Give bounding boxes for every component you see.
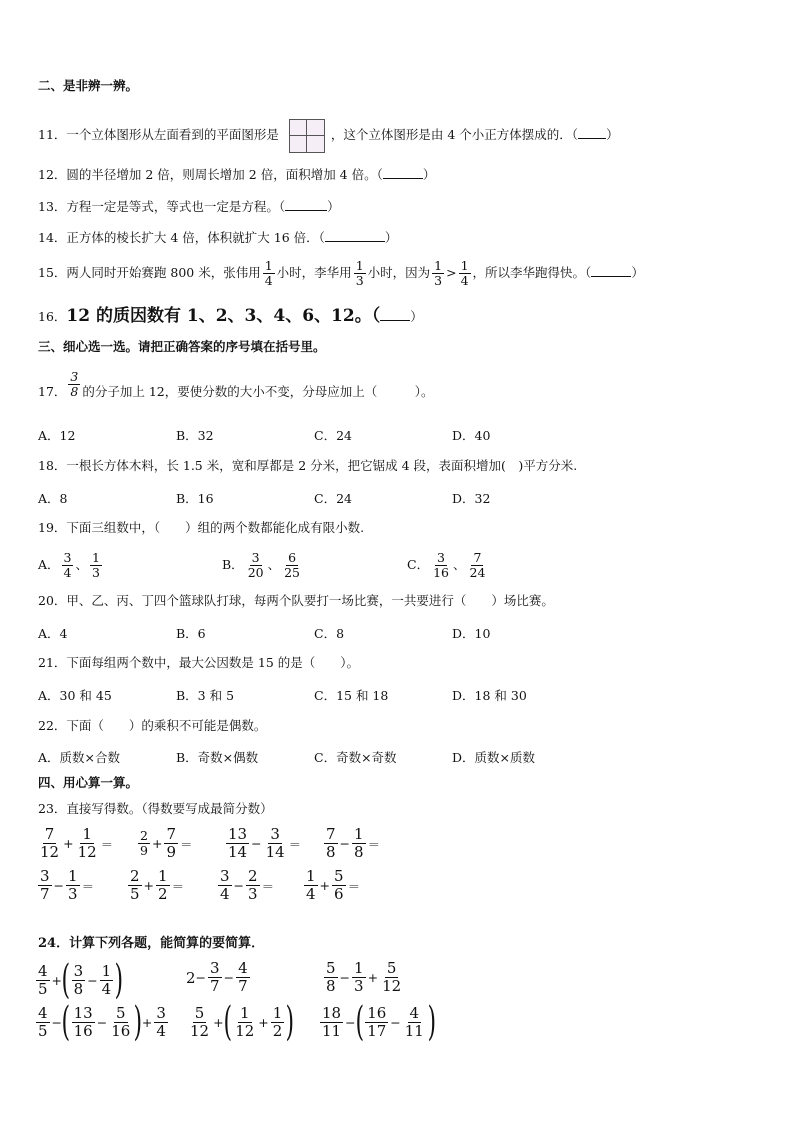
section-title-2: 二、是非辨一辨。 bbox=[38, 78, 139, 93]
q23-expr-1: 7 12 + $\frac{1}{12}$ ＝ bbox=[40, 825, 114, 861]
q21-option-c[interactable]: C．15 和 18 bbox=[314, 688, 389, 703]
q20-option-c[interactable]: C．8 bbox=[314, 626, 345, 641]
q21-option-a[interactable]: A．30 和 45 bbox=[38, 688, 112, 703]
q15-fraction-2: $\frac{1}{3}$ bbox=[355, 258, 364, 288]
q17-option-c[interactable]: C．24 bbox=[314, 428, 352, 443]
q15-fraction-4: $\frac{1}{4}$ bbox=[460, 258, 469, 288]
q22-option-a[interactable]: A．质数×合数 bbox=[38, 750, 121, 765]
q19-c-separator: 、 bbox=[452, 557, 466, 572]
q21-number: 21． bbox=[38, 655, 67, 670]
q16-text: 12 的质因数有 1、2、3、4、6、12。（ bbox=[66, 306, 381, 326]
q16-number: 16． bbox=[38, 309, 67, 324]
q19-option-c-label: C． bbox=[407, 557, 430, 572]
q19-option-c[interactable] bbox=[407, 548, 489, 582]
q20-option-d[interactable]: D．10 bbox=[452, 626, 491, 641]
q15-number: 15． bbox=[38, 265, 67, 280]
q17-option-b[interactable]: B．32 bbox=[176, 428, 214, 443]
q16-answer-blank[interactable] bbox=[380, 308, 410, 321]
q24-number: 24． bbox=[38, 936, 70, 951]
q23-expr-5: 3 7 − $\frac{1}{3}$ ＝ bbox=[40, 867, 95, 903]
q17-option-d[interactable]: D．40 bbox=[452, 428, 491, 443]
q23-expr-4: 7 8 − $\frac{1}{8}$ ＝ bbox=[326, 825, 381, 861]
q19-b-fraction-1: $\frac{3}{20}$ bbox=[247, 550, 264, 580]
q15-answer-blank[interactable] bbox=[591, 264, 631, 277]
q19-b-fraction-2: $\frac{6}{25}$ bbox=[284, 550, 301, 580]
q23-text: 直接写得数。（得数要写成最简分数） bbox=[66, 801, 273, 816]
q14-close-paren: ） bbox=[384, 230, 398, 245]
q18-option-b[interactable]: B．16 bbox=[176, 491, 214, 506]
q17-fraction: $\frac{3}{8}$ bbox=[70, 369, 79, 399]
q19-option-b[interactable] bbox=[222, 548, 304, 582]
q22-option-b[interactable]: B．奇数×偶数 bbox=[176, 750, 259, 765]
q23-expr-2: 2 9 + $\frac{7}{9}$ ＝ bbox=[140, 825, 193, 861]
q19-a-fraction-2: $\frac{1}{3}$ bbox=[92, 550, 100, 580]
q21-option-b[interactable]: B．3 和 5 bbox=[176, 688, 235, 703]
q21-text: 下面每组两个数中，最大公因数是 15 的是（ ）。 bbox=[66, 655, 360, 670]
q15-fraction-1: $\frac{1}{4}$ bbox=[264, 258, 273, 288]
q15-close-paren: ） bbox=[631, 265, 644, 280]
q12-answer-blank[interactable] bbox=[383, 166, 423, 179]
q13-text: 方程一定是等式，等式也一定是方程。（ bbox=[66, 199, 286, 214]
q19-number: 19． bbox=[38, 520, 67, 535]
q13-answer-blank[interactable] bbox=[285, 198, 327, 211]
q24-expr-4: 4 5 − ( 13 16 − $\frac{5}{16}$ ) + $\frac{3}{4}$ bbox=[38, 999, 166, 1045]
q19-a-fraction-1: $\frac{3}{4}$ bbox=[63, 550, 72, 580]
question-16 bbox=[38, 305, 423, 327]
q22-option-c[interactable]: C．奇数×奇数 bbox=[314, 750, 397, 765]
section-title-3: 三、细心选一选。请把正确答案的序号填在括号里。 bbox=[38, 339, 326, 354]
question-20 bbox=[38, 593, 554, 609]
q22-option-d[interactable]: D．质数×质数 bbox=[452, 750, 535, 765]
q24-expr-5: 5 12 + ( 1 12 + $\frac{1}{2}$ ) bbox=[190, 999, 295, 1045]
q23-expr-3: 13 14 − $\frac{3}{14}$ ＝ bbox=[228, 825, 302, 861]
q18-number: 18． bbox=[38, 458, 67, 473]
q24-expr-1: 4 5 + ( 3 8 − $\frac{1}{4}$ ) bbox=[38, 957, 124, 1003]
question-17 bbox=[38, 367, 434, 401]
q15-text-1: 两人同时开始赛跑 800 米，张伟用 bbox=[66, 265, 261, 280]
question-18 bbox=[38, 458, 577, 474]
question-23 bbox=[38, 801, 273, 817]
q11-close-paren: ） bbox=[606, 127, 619, 142]
q19-b-separator: 、 bbox=[267, 557, 281, 572]
q23-expr-7: 3 4 − $\frac{2}{3}$ ＝ bbox=[220, 867, 275, 903]
q12-close-paren: ） bbox=[422, 167, 436, 182]
question-15 bbox=[38, 256, 644, 290]
question-21 bbox=[38, 655, 359, 671]
q15-text-4: ，所以李华跑得快。（ bbox=[472, 265, 592, 280]
q19-a-separator: 、 bbox=[75, 557, 88, 572]
question-22 bbox=[38, 718, 266, 734]
q19-option-a-label: A． bbox=[38, 557, 60, 572]
q23-number: 23． bbox=[38, 801, 67, 816]
q20-number: 20． bbox=[38, 593, 67, 608]
q15-text-2: 小时，李华用 bbox=[276, 265, 352, 280]
q12-number: 12． bbox=[38, 167, 67, 182]
q17-number: 17． bbox=[38, 384, 67, 399]
q14-text: 正方体的棱长扩大 4 倍，体积就扩大 16 倍．（ bbox=[66, 230, 325, 245]
q19-c-fraction-2: $\frac{7}{24}$ bbox=[469, 550, 486, 580]
q15-text-3: 小时，因为 bbox=[367, 265, 431, 280]
q13-number: 13． bbox=[38, 199, 67, 214]
q19-option-a[interactable] bbox=[38, 548, 104, 582]
q20-text: 甲、乙、丙、丁四个篮球队打球，每两个队要打一场比赛，一共要进行（ ）场比赛。 bbox=[66, 593, 554, 608]
q18-option-d[interactable]: D．32 bbox=[452, 491, 491, 506]
q17-option-a[interactable]: A．12 bbox=[38, 428, 76, 443]
q18-text: 一根长方体木料，长 1.5 米，宽和厚都是 2 分米，把它锯成 4 段，表面积增加( )平方分米. bbox=[66, 458, 578, 473]
question-12 bbox=[38, 166, 435, 183]
q17-text: 的分子加上 12，要使分数的大小不变，分母应加上（ ）。 bbox=[82, 384, 434, 399]
q19-option-b-label: B． bbox=[222, 557, 244, 572]
q14-answer-blank[interactable] bbox=[325, 229, 385, 242]
q11-text-post: ，这个立体图形是由 4 个小正方体摆成的．（ bbox=[330, 127, 579, 142]
q13-close-paren: ） bbox=[327, 199, 340, 214]
q20-option-a[interactable]: A．4 bbox=[38, 626, 68, 641]
q11-number: 11． bbox=[38, 127, 67, 142]
q11-text-pre: 一个立体图形从左面看到的平面图形是 bbox=[66, 127, 279, 142]
q22-number: 22． bbox=[38, 718, 67, 733]
q14-number: 14． bbox=[38, 230, 67, 245]
q24-expr-6: 18 11 − ( 16 17 − $\frac{4}{11}$ ) bbox=[322, 999, 436, 1045]
q24-text: 计算下列各题，能简算的要简算． bbox=[69, 936, 265, 951]
q19-c-fraction-1: $\frac{3}{16}$ bbox=[433, 550, 449, 580]
question-14 bbox=[38, 229, 397, 246]
question-11 bbox=[38, 118, 619, 153]
q23-expr-8: 1 4 + $\frac{5}{6}$ ＝ bbox=[306, 867, 361, 903]
question-13 bbox=[38, 198, 340, 215]
q12-text: 圆的半径增加 2 倍，则周长增加 2 倍，面积增加 4 倍。（ bbox=[66, 167, 383, 182]
q11-answer-blank[interactable] bbox=[578, 126, 606, 139]
q15-fraction-3: $\frac{1}{3}$ bbox=[434, 258, 443, 288]
question-24 bbox=[38, 936, 264, 952]
q22-text: 下面（ ）的乘积不可能是偶数。 bbox=[66, 718, 267, 733]
q18-option-a[interactable]: A．8 bbox=[38, 491, 68, 506]
q24-expr-2: 2 − $\frac{3}{7}$ − $\frac{4}{7}$ bbox=[186, 959, 248, 995]
q16-close-paren: ） bbox=[410, 309, 423, 324]
q23-expr-6: 2 5 + $\frac{1}{2}$ ＝ bbox=[130, 867, 185, 903]
q21-option-d[interactable]: D．18 和 30 bbox=[452, 688, 527, 703]
q20-option-b[interactable]: B．6 bbox=[176, 626, 206, 641]
q19-text: 下面三组数中，（ ）组的两个数都能化成有限小数. bbox=[66, 520, 365, 535]
q15-gt-sign: > bbox=[446, 265, 457, 280]
q18-option-c[interactable]: C．24 bbox=[314, 491, 352, 506]
q24-expr-3: 5 8 − $\frac{1}{3}$ + $\frac{5}{12}$ bbox=[326, 959, 402, 995]
left-view-grid-figure bbox=[289, 119, 325, 153]
question-19 bbox=[38, 520, 364, 536]
section-title-4: 四、用心算一算。 bbox=[38, 775, 139, 790]
